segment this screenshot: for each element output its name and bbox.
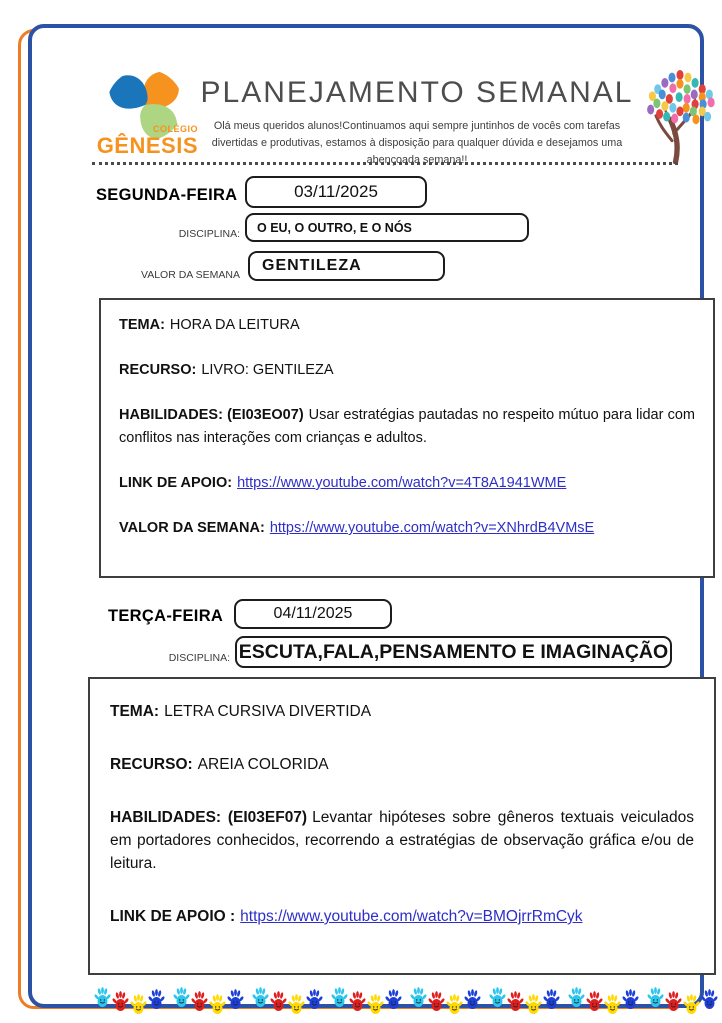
handprint-icon [130,994,147,1023]
page-title: PLANEJAMENTO SEMANAL [200,76,634,109]
habilidades-text: Levantar hipóteses sobre gêneros textuais veiculados em portadores conhecidos, recorrendo a estratégias de observação gráfica e/ou de leitura. [110,809,694,872]
handprint-icon [525,994,542,1023]
handprint-icon [191,991,208,1021]
monday-habilidades-row [119,404,695,450]
school-logo [94,58,198,162]
hands-row [94,985,700,1023]
habilidades-label: HABILIDADES: (EI03EO07) [119,407,304,423]
handprint-icon [331,987,348,1017]
handprint-icon [385,989,402,1019]
handprint-icon [446,994,463,1023]
handprint-icon [410,987,427,1017]
tuesday-date-box [234,599,392,629]
recurso-label: RECURSO: [119,362,197,378]
monday-link-valor-url[interactable]: https://www.youtube.com/watch?v=XNhrdB4VMsE [269,520,595,536]
page-frame [28,24,704,1008]
tuesday-tema-row [110,700,694,723]
handprint-icon [568,987,585,1017]
handprint-icon [701,989,718,1019]
link-apoio-label: LINK DE APOIO: [119,475,233,491]
habilidades-text: Usar estratégias pautadas no respeito mútuo para lidar com conflitos nas interações com crianças e adultos. [119,407,696,446]
tuesday-date: 04/11/2025 [273,605,353,622]
monday-content-box [99,298,715,578]
handprint-icon [464,989,481,1019]
monday-link-valor-row [119,517,695,540]
handprint-icon [252,987,269,1017]
school-name-main: GÊNESIS [96,133,198,158]
handprint-icon [489,987,506,1017]
monday-valor-box [248,251,445,281]
dotted-separator [92,162,678,165]
handprint-icon [270,991,287,1021]
monday-valor-label: VALOR DA SEMANA [140,269,240,281]
habilidades-label: HABILIDADES: (EI03EF07) [110,809,308,826]
handprint-icon [148,989,165,1019]
handprint-icon [586,991,603,1021]
handprint-icon [543,989,560,1019]
handprint-icon [604,994,621,1023]
monday-link-apoio-row [119,472,695,495]
tema-label: TEMA: [110,703,160,720]
handprint-icon [665,991,682,1021]
tuesday-habilidades-row [110,806,694,875]
page-subtitle: Olá meus queridos alunos!Continuamos aqui sempre juntinhos de vocês com tarefas divertidas e produtivas, estamos à disposição para qualquer dúvida e desejamos uma abençoada semana!! [211,120,623,166]
monday-date-box [245,176,427,208]
tuesday-disciplina-box [235,636,672,668]
recurso-label: RECURSO: [110,756,193,773]
handprint-icon [227,989,244,1019]
handprint-icon [622,989,639,1019]
handprint-icon [112,991,129,1021]
handprint-icon [209,994,226,1023]
handprint-icon [507,991,524,1021]
tema-value: LETRA CURSIVA DIVERTIDA [164,703,372,720]
tuesday-day-label: TERÇA-FEIRA [108,607,224,625]
handprint-icon [647,987,664,1017]
monday-day-label: SEGUNDA-FEIRA [96,186,238,204]
school-name-top: COLÉGIO [152,124,198,134]
handprint-icon [683,994,700,1023]
tema-value: HORA DA LEITURA [169,317,300,333]
tuesday-link-apoio-url[interactable]: https://www.youtube.com/watch?v=BMOjrrRmCyk [240,908,583,925]
monday-valor-value: GENTILEZA [262,257,362,274]
tuesday-link-apoio-row [110,905,694,928]
handprint-icon [173,987,190,1017]
recurso-value: AREIA COLORIDA [197,756,329,773]
handprint-icon [94,987,111,1017]
monday-tema-row [119,314,695,337]
tuesday-recurso-row [110,753,694,776]
monday-disciplina-box [245,213,529,242]
link-valor-label: VALOR DA SEMANA: [119,520,265,536]
monday-recurso-row [119,359,695,382]
monday-link-apoio-url[interactable]: https://www.youtube.com/watch?v=4T8A1941WME [237,475,567,491]
handprint-icon [367,994,384,1023]
monday-disciplina-label: DISCIPLINA: [178,228,240,240]
tuesday-disciplina-label: DISCIPLINA: [168,652,230,664]
handprint-icon [288,994,305,1023]
handprint-icon [306,989,323,1019]
link-apoio-label: LINK DE APOIO : [110,908,236,925]
tuesday-disciplina-value: ESCUTA,FALA,PENSAMENTO E IMAGINAÇÃO [238,640,669,663]
monday-date: 03/11/2025 [294,182,378,201]
tuesday-content-box [88,677,716,975]
tema-label: TEMA: [119,317,165,333]
fingerprint-tree-image [640,64,720,164]
handprint-icon [428,991,445,1021]
monday-disciplina-value: O EU, O OUTRO, E O NÓS [257,220,412,235]
handprint-icon [349,991,366,1021]
recurso-value: LIVRO: GENTILEZA [201,362,334,378]
